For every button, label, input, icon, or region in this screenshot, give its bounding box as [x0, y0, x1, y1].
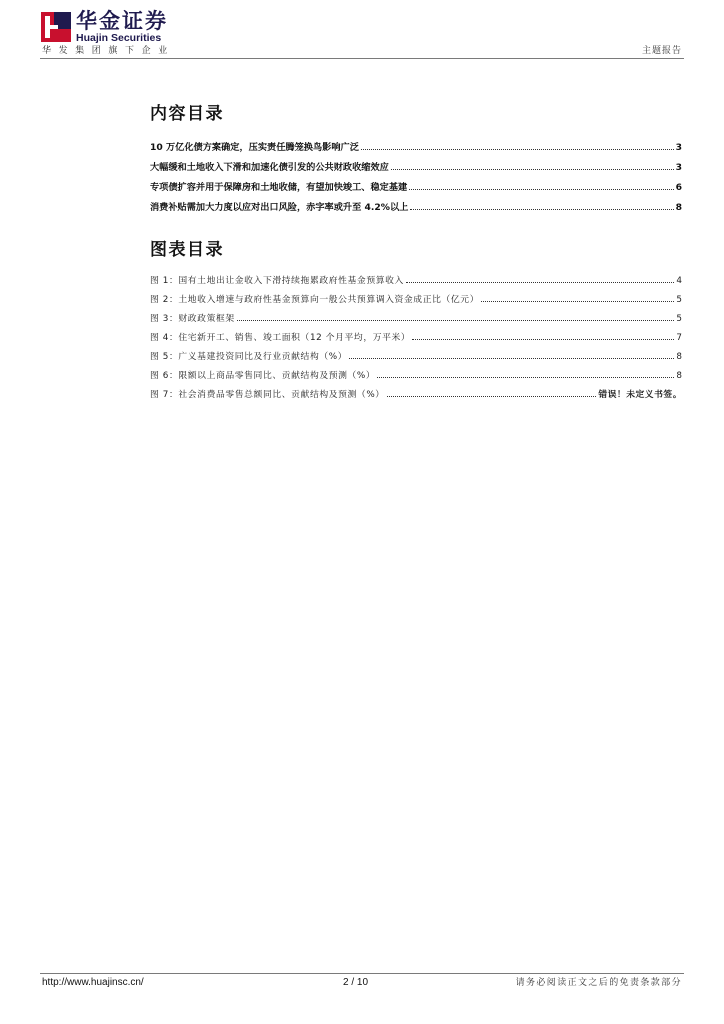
- figure-entry[interactable]: [150, 272, 682, 291]
- figure-entry-label: 图 7：社会消费品零售总额同比、贡献结构及预测（%）: [150, 390, 385, 400]
- figure-entry-page: 8: [676, 352, 682, 362]
- contents-entry[interactable]: [150, 138, 682, 158]
- figure-entry-label: 图 2：土地收入增速与政府性基金预算向一般公共预算调入资金成正比（亿元）: [150, 295, 480, 305]
- figures-list: [150, 272, 682, 405]
- dot-leader: [412, 339, 674, 340]
- figure-entry-label: 图 5：广义基建投资同比及行业贡献结构（%）: [150, 352, 348, 362]
- dot-leader: [409, 189, 673, 190]
- figure-entry[interactable]: [150, 329, 682, 348]
- figure-entry-label: 图 4：住宅新开工、销售、竣工面积（12 个月平均，万平米）: [150, 333, 411, 343]
- figure-entry-label: 图 1：国有土地出让金收入下滑持续拖累政府性基金预算收入: [150, 276, 404, 286]
- contents-entry-page: 3: [675, 162, 682, 173]
- dot-leader: [410, 209, 673, 210]
- figure-entry[interactable]: [150, 348, 682, 367]
- figure-entry-page: 错误！未定义书签。: [598, 390, 682, 400]
- dot-leader: [387, 396, 597, 397]
- huajin-logo-icon: [41, 12, 71, 42]
- figure-entry[interactable]: [150, 310, 682, 329]
- figure-entry[interactable]: [150, 291, 682, 310]
- dot-leader: [361, 149, 674, 150]
- brand-name-en: Huajin Securities: [76, 32, 162, 44]
- dot-leader: [391, 169, 674, 170]
- figure-entry-label: 图 3：财政政策框架: [150, 314, 235, 324]
- figure-entry[interactable]: [150, 386, 682, 405]
- contents-entry-label: 10 万亿化债方案确定，压实责任腾笼换鸟影响广泛: [150, 142, 359, 153]
- brand-name-cn: 华金证券: [76, 9, 168, 33]
- website-link[interactable]: http://www.huajinsc.cn/: [42, 977, 144, 988]
- contents-entry-label: 大幅缓和土地收入下滑和加速化债引发的公共财政收缩效应: [150, 162, 389, 173]
- brand-tagline: 华发集团旗下企业: [42, 46, 175, 56]
- dot-leader: [481, 301, 674, 302]
- contents-entry-page: 8: [675, 202, 682, 213]
- contents-entry-page: 3: [675, 142, 682, 153]
- dot-leader: [349, 358, 674, 359]
- figures-title: 图表目录: [150, 240, 224, 260]
- disclaimer-note: 请务必阅读正文之后的免责条款部分: [515, 978, 682, 988]
- footer-divider: [40, 973, 684, 974]
- figure-entry-page: 4: [676, 276, 682, 286]
- dot-leader: [406, 282, 674, 283]
- page-indicator: 2 / 10: [343, 977, 369, 988]
- figure-entry-page: 8: [676, 371, 682, 381]
- figure-entry[interactable]: [150, 367, 682, 386]
- contents-list: [150, 138, 682, 218]
- dot-leader: [377, 377, 674, 378]
- header-divider: [40, 58, 684, 59]
- contents-entry-page: 6: [675, 182, 682, 193]
- report-type-label: 主题报告: [641, 46, 682, 56]
- figure-entry-page: 5: [676, 295, 682, 305]
- dot-leader: [237, 320, 675, 321]
- figure-entry-label: 图 6：限额以上商品零售同比、贡献结构及预测（%）: [150, 371, 376, 381]
- contents-entry-label: 专项债扩容并用于保障房和土地收储，有望加快竣工、稳定基建: [150, 182, 408, 193]
- figure-entry-page: 5: [676, 314, 682, 324]
- contents-entry-label: 消费补贴需加大力度以应对出口风险，赤字率或升至 4.2%以上: [150, 202, 409, 213]
- figure-entry-page: 7: [676, 333, 682, 343]
- contents-entry[interactable]: [150, 198, 682, 218]
- contents-entry[interactable]: [150, 158, 682, 178]
- contents-title: 内容目录: [150, 104, 224, 124]
- contents-entry[interactable]: [150, 178, 682, 198]
